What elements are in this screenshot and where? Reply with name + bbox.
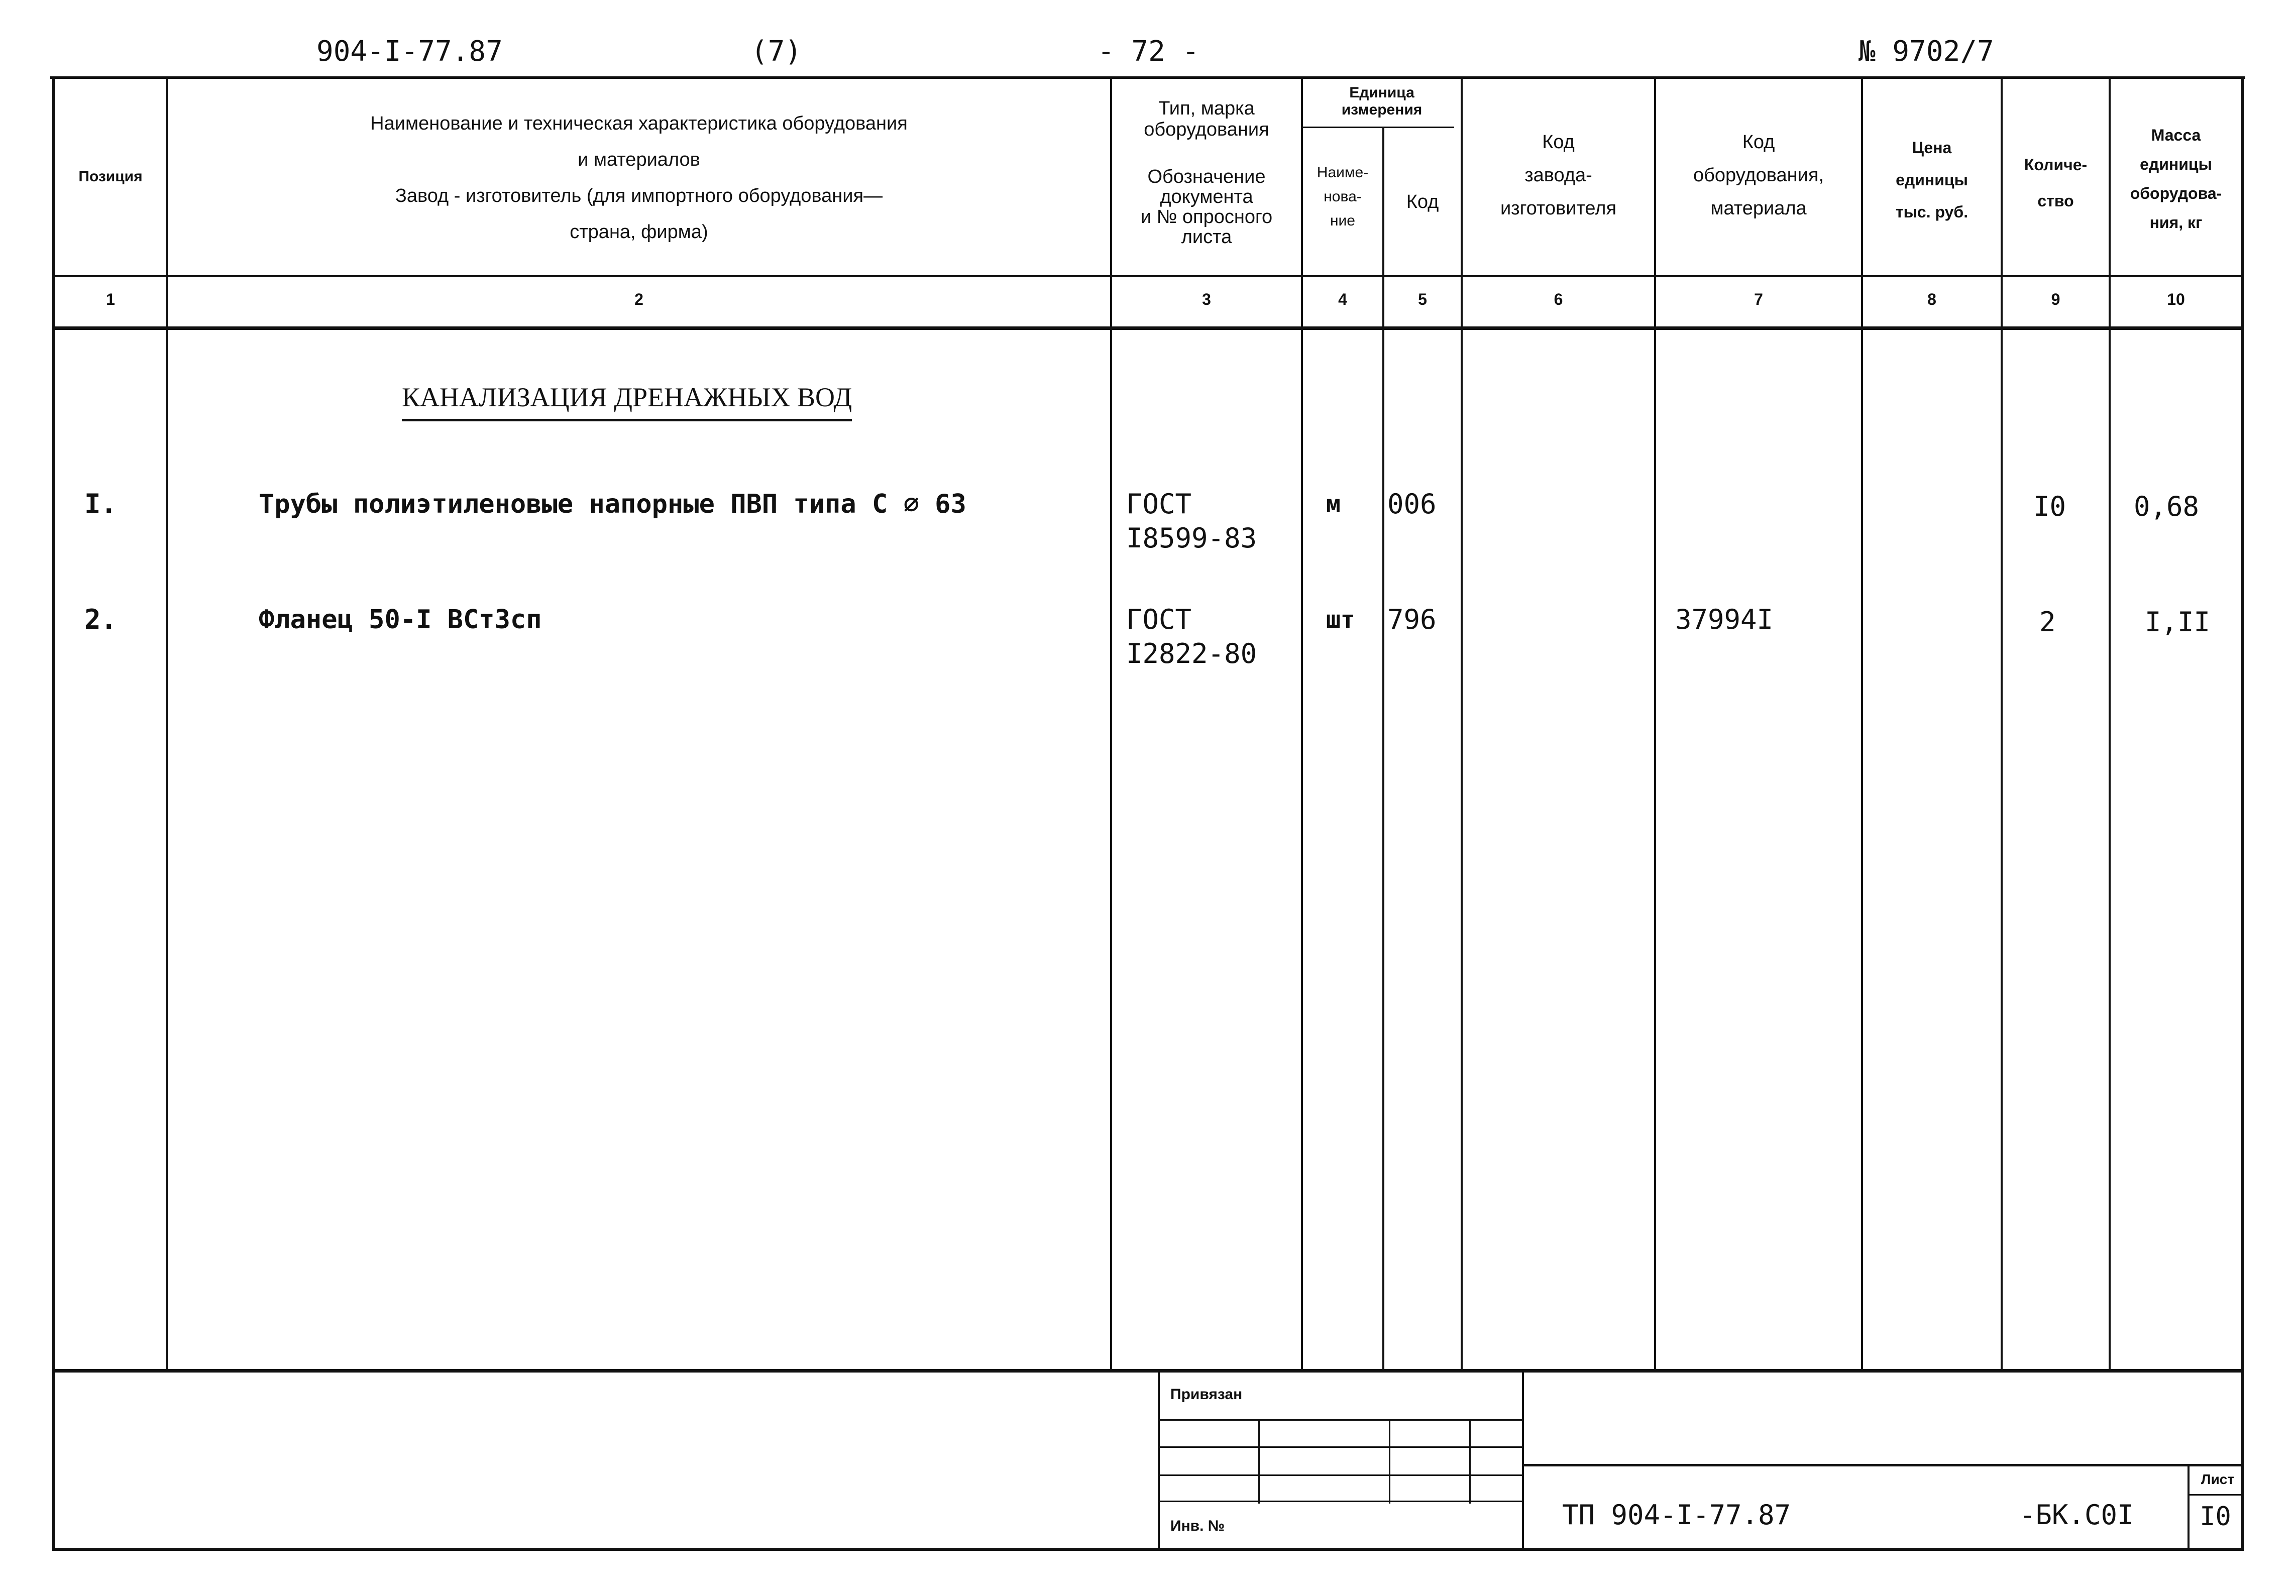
- header-type: Тип, марка оборудования: [1144, 98, 1269, 140]
- row-position: 2.: [84, 604, 118, 635]
- header-name: Наименование и техническая характеристика оборудования и материалов Завод - изготовитель (для импортного оборудования— страна, фирма): [370, 113, 908, 243]
- sheet-number: I0: [2200, 1502, 2231, 1532]
- header-mass: Масса единицы оборудова- ния, кг: [2130, 126, 2222, 232]
- header-position: Позиция: [78, 168, 143, 185]
- header-quantity: Количе- ство: [2024, 156, 2088, 210]
- row-name: Трубы полиэтиленовые напорные ПВП типа С ∅ 63: [259, 489, 966, 519]
- row-quantity: 2: [2039, 606, 2056, 638]
- section-title: КАНАЛИЗАЦИЯ ДРЕНАЖНЫХ ВОД: [402, 382, 852, 421]
- header-document: Обозначение документа и № опросного листа: [1140, 166, 1273, 248]
- row-doc-line2: I2822-80: [1126, 638, 1257, 669]
- row-doc-line1: ГОСТ: [1126, 604, 1192, 635]
- column-number: 2: [634, 290, 643, 308]
- document-designation-suffix: -БК.С0I: [2019, 1499, 2134, 1531]
- row-mass: I,II: [2145, 606, 2211, 638]
- header-material-code: Код оборудования, материала: [1693, 132, 1824, 219]
- header-unit-name: Наиме- нова- ние: [1317, 164, 1369, 229]
- column-number: 6: [1554, 290, 1563, 308]
- sheet-label: Лист: [2201, 1471, 2235, 1487]
- header-plant-code: Код завода- изготовителя: [1500, 132, 1617, 219]
- row-position: I.: [84, 488, 118, 520]
- column-number: 8: [1927, 290, 1936, 308]
- column-number: 4: [1338, 290, 1347, 308]
- page-number: - 72 -: [1098, 35, 1199, 68]
- row-doc-line2: I8599-83: [1126, 522, 1257, 554]
- row-name: Фланец 50-I ВСт3сп: [259, 605, 542, 635]
- inventory-label: Инв. №: [1170, 1518, 1225, 1534]
- document-part: (7): [751, 35, 802, 68]
- linked-label: Привязан: [1170, 1386, 1243, 1403]
- row-unit-code: 796: [1387, 604, 1437, 635]
- row-unit-name: м: [1326, 490, 1341, 518]
- header-units: Единица измерения: [1341, 84, 1423, 118]
- row-unit-code: 006: [1387, 488, 1437, 520]
- header-price: Цена единицы тыс. руб.: [1895, 139, 1969, 221]
- document-code: 904-I-77.87: [316, 35, 503, 68]
- row-unit-name: шт: [1326, 606, 1355, 634]
- row-doc-line1: ГОСТ: [1126, 488, 1192, 520]
- archive-number: № 9702/7: [1858, 35, 1994, 68]
- header-unit-code: Код: [1406, 191, 1439, 212]
- column-number: 5: [1418, 290, 1427, 308]
- row-quantity: I0: [2033, 491, 2066, 522]
- column-number: 9: [2051, 290, 2060, 308]
- column-number: 3: [1202, 290, 1211, 308]
- column-number: 10: [2167, 290, 2185, 308]
- column-number: 7: [1754, 290, 1763, 308]
- row-mass: 0,68: [2134, 491, 2200, 522]
- row-material-code: 37994I: [1675, 604, 1774, 635]
- document-designation: ТП 904-I-77.87: [1562, 1499, 1791, 1531]
- column-number: 1: [106, 290, 115, 308]
